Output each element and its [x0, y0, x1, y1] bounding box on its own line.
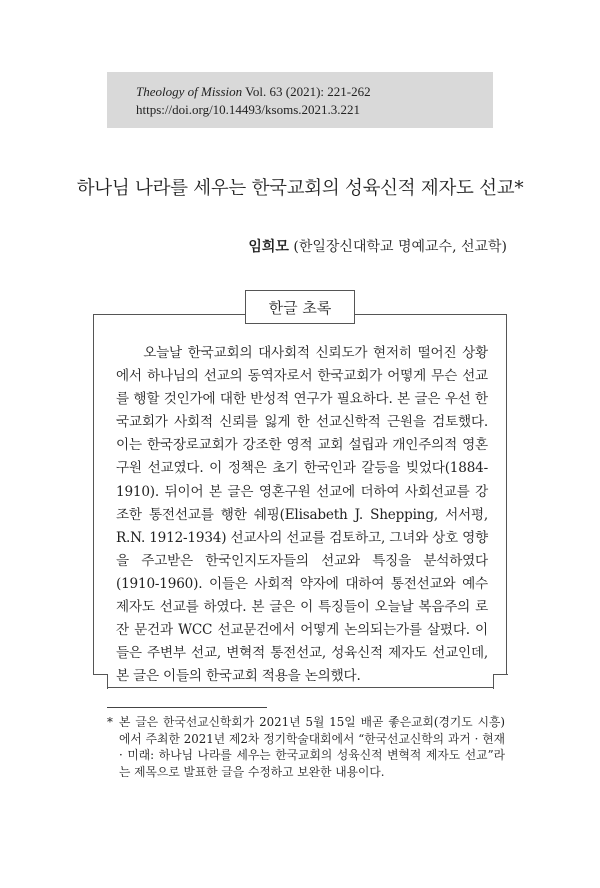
author-affiliation: (한일장신대학교 명예교수, 선교학) — [288, 239, 507, 255]
abstract-label — [245, 290, 355, 324]
journal-header-box — [107, 72, 493, 128]
author-name: 임희모 — [248, 239, 289, 255]
journal-name: Theology of Mission — [136, 84, 243, 99]
footnote — [107, 714, 505, 781]
footnote-divider — [107, 707, 267, 708]
abstract-corner-right — [493, 674, 508, 689]
doi-link[interactable]: https://doi.org/10.14493/ksoms.2021.3.221 — [136, 102, 361, 117]
abstract-corner-left — [93, 674, 108, 689]
footnote-mark: * — [107, 715, 113, 729]
abstract-label-text: 한글 초록 — [268, 298, 332, 317]
footnote-text: 본 글은 한국선교신학회가 2021년 5월 15일 배곧 좋은교회(경기도 시흥)에서 주최한 2021년 제2차 정기학술대회에서 “한국선교신학의 과거 · 현재 · 미래: 하나님 나라를 세우는 한국교회의 성육신적 변혁적 제자도 선교”라는 제목으로 발표한 글을 수정하고 보완한 내용이다. — [119, 715, 505, 780]
journal-citation — [136, 84, 371, 100]
author-line — [248, 236, 507, 256]
abstract-text: 오늘날 한국교회의 대사회적 신뢰도가 현저히 떨어진 상황에서 하나님의 선교의 동역자로서 한국교회가 어떻게 무슨 선교를 행할 것인가에 대한 반성적 연구가 필요하다. 본 글은 우선 한국교회가 사회적 신뢰를 잃게 한 선교신학적 근원을 검토했다. 이는 한국장로교회가 강조한 영적 교회 설립과 개인주의적 영혼구원 선교였다. 이 정책은 초기 한국인과 갈등을 빚었다(1884-1910). 뒤이어 본 글은 영혼구원 선교에 더하여 사회선교를 강조한 통전선교를 행한 쉐핑(Elisabeth J. Shepping, 서서평, R.N. 1912-1934) 선교사의 선교를 검토하고, 그녀와 상호 영향을 주고받은 한국인지도자들의 선교와 특징을 분석하였다(1910-1960). 이들은 사회적 약자에 대하여 통전선교와 예수 제자도 선교를 하였다. 본 글은 이 특징들이 오늘날 복음주의 로잔 문건과 WCC 선교문건에서 어떻게 논의되는가를 살폈다. 이들은 주변부 선교, 변혁적 통전선교, 성육신적 제자도 선교인데, 본 글은 이들의 한국교회 적용을 논의했다. — [116, 345, 488, 685]
volume-pages: Vol. 63 (2021): 221-262 — [242, 84, 371, 99]
article-title: 하나님 나라를 세우는 한국교회의 성육신적 제자도 선교* — [76, 178, 524, 199]
